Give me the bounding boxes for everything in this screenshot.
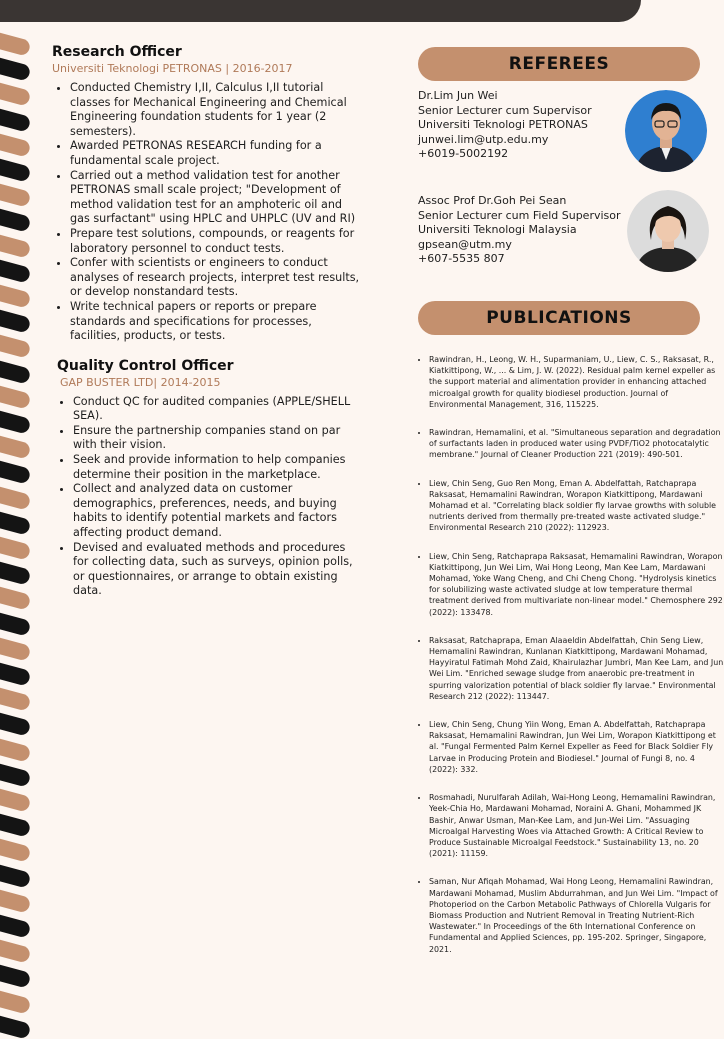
- publication-item: • Saman, Nur Afiqah Mohamad, Wai Hong Leong, Hemamalini Rawindran, Mardawani Mohamad, Muslim Abdurrahman, and Jun Wei Lim. "Impact of Photoperiod on the Carbon Metabolic Pathways of Chlorella Vulgaris for Biomass Production and Nutrient Removal in Treating Nutrient-Rich Wastewater." In Proceedings of the 6th International Conference on Fundamental and Applied Sciences, pp. 195-202. Springer, Singapore, 2021.: [429, 876, 724, 954]
- referees-heading: REFEREES: [418, 47, 700, 81]
- spiral-ring: [0, 989, 31, 1014]
- spiral-ring: [0, 863, 31, 888]
- top-banner: [0, 0, 641, 22]
- spiral-ring: [0, 183, 31, 208]
- spiral-ring: [0, 964, 31, 989]
- spiral-ring: [0, 82, 31, 107]
- spiral-ring: [0, 107, 31, 132]
- spiral-ring: [0, 57, 31, 82]
- referee-name: Assoc Prof Dr.Goh Pei Sean: [418, 194, 567, 207]
- spiral-ring: [0, 586, 31, 611]
- publications-list: [418, 354, 724, 972]
- publication-item: • Raksasat, Ratchaprapa, Eman Alaaeldin Abdelfattah, Chin Seng Liew, Hemamalini Rawindran, Kunlanan Kiatkittipong, Mardawani Mohamad, Hayyiratul Fatimah Mohd Zaid, Khairulazhar Jumbri, Man Kee Lam, and Jun Wei Lim. "Enriched sewage sludge from anaerobic pre-treatment in spurring valorization potential of black soldier fly larvae." Environmental Research 212 (2022): 113447.: [429, 635, 724, 702]
- duty-item: • Confer with scientists or engineers to conduct analyses of research projects, interpret test results, or develop nonstandard tests.: [70, 256, 362, 300]
- referee-institution: Universiti Teknologi Malaysia: [418, 223, 577, 237]
- spiral-ring: [0, 233, 31, 258]
- duty-item: • Devised and evaluated methods and procedures for collecting data, such as surveys, opinion polls, or questionnaires, or arrange to obtain existing data.: [73, 541, 362, 599]
- publication-item: • Liew, Chin Seng, Ratchaprapa Raksasat, Hemamalini Rawindran, Worapon Kiatkittipong, Jun Wei Lim, Wai Hong Leong, Man Kee Lam, Mardawani Mohamad, Yoke Wang Cheng, and Chi Cheng Chong. "Hydrolysis kinetics for solubilizing waste activated sludge at low temperature thermal treatment derived from multivariate non-linear model." Chemosphere 292 (2022): 133478.: [429, 551, 724, 618]
- referee-phone: +6019-5002192: [418, 147, 509, 161]
- spiral-ring: [0, 334, 31, 359]
- spiral-ring: [0, 384, 31, 409]
- spiral-ring: [0, 1014, 31, 1039]
- spiral-ring: [0, 535, 31, 560]
- referee-email: junwei.lim@utp.edu.my: [418, 132, 549, 146]
- notebook-spiral-binding: [0, 0, 34, 1024]
- spiral-ring: [0, 31, 31, 56]
- spiral-ring: [0, 485, 31, 510]
- spiral-ring: [0, 737, 31, 762]
- referee-photo-avatar: [627, 190, 709, 272]
- spiral-ring: [0, 409, 31, 434]
- job-organization: GAP BUSTER LTD| 2014-2015: [60, 375, 221, 389]
- duty-item: • Ensure the partnership companies stand on par with their vision.: [73, 424, 362, 453]
- spiral-ring: [0, 838, 31, 863]
- spiral-ring: [0, 611, 31, 636]
- spiral-ring: [0, 157, 31, 182]
- spiral-ring: [0, 712, 31, 737]
- job-duties-list: [52, 395, 362, 599]
- spiral-ring: [0, 888, 31, 913]
- duty-item: • Awarded PETRONAS RESEARCH funding for a fundamental scale project.: [70, 139, 362, 168]
- spiral-ring: [0, 787, 31, 812]
- spiral-ring: [0, 636, 31, 661]
- experience-section: [52, 44, 362, 599]
- referee-card: [418, 89, 592, 162]
- duty-item: • Collect and analyzed data on customer demographics, preferences, needs, and buying habits to identify potential markets and factors affecting product demand.: [73, 482, 362, 540]
- referee-card: [418, 194, 621, 267]
- spiral-ring: [0, 208, 31, 233]
- referee-position: Senior Lecturer cum Supervisor: [418, 103, 592, 117]
- duty-item: • Seek and provide information to help companies determine their position in the marketplace.: [73, 453, 362, 482]
- duty-item: • Prepare test solutions, compounds, or reagents for laboratory personnel to conduct tests.: [70, 227, 362, 256]
- job-duties-list: [52, 81, 362, 344]
- referee-name: Dr.Lim Jun Wei: [418, 89, 498, 102]
- spiral-ring: [0, 762, 31, 787]
- publication-item: • Liew, Chin Seng, Chung Yiin Wong, Eman A. Abdelfattah, Ratchaprapa Raksasat, Hemamalini Rawindran, Jun Wei Lim, Worapon Kiatkittipong et al. "Fungal Fermented Palm Kernel Expeller as Feed for Black Soldier Fly Larvae in Producing Protein and Biodiesel." Journal of Fungi 8, no. 4 (2022): 332.: [429, 719, 724, 775]
- spiral-ring: [0, 913, 31, 938]
- job-title: Research Officer: [52, 44, 182, 60]
- spiral-ring: [0, 435, 31, 460]
- job-entry-research-officer: [52, 44, 362, 344]
- referee-phone: +607-5535 807: [418, 252, 505, 266]
- publication-item: • Liew, Chin Seng, Guo Ren Mong, Eman A. Abdelfattah, Ratchaprapa Raksasat, Hemamalini Rawindran, Worapon Kiatkittipong, Mardawani Mohamad et al. "Correlating black soldier fly larvae growths with soluble nutrients derived from thermally pre-treated waste activated sludge." Environmental Research 210 (2022): 112923.: [429, 478, 724, 534]
- duty-item: • Conduct QC for audited companies (APPLE/SHELL SEA).: [73, 395, 362, 424]
- spiral-ring: [0, 359, 31, 384]
- spiral-ring: [0, 309, 31, 334]
- spiral-ring: [0, 460, 31, 485]
- spiral-ring: [0, 939, 31, 964]
- spiral-ring: [0, 132, 31, 157]
- spiral-ring: [0, 258, 31, 283]
- job-title: Quality Control Officer: [57, 357, 234, 374]
- spiral-ring: [0, 510, 31, 535]
- referee-position: Senior Lecturer cum Field Supervisor: [418, 208, 621, 222]
- referee-institution: Universiti Teknologi PETRONAS: [418, 118, 588, 132]
- spiral-ring: [0, 283, 31, 308]
- publications-heading: PUBLICATIONS: [418, 301, 700, 335]
- job-entry-quality-control-officer: [52, 358, 362, 599]
- referee-photo-avatar: [625, 90, 707, 172]
- spiral-ring: [0, 687, 31, 712]
- spiral-ring: [0, 661, 31, 686]
- duty-item: • Carried out a method validation test for another PETRONAS small scale project; "Development of method validation test for an amphoteric oil and gas surfactant" using HPLC and UHPLC (UV and RI): [70, 169, 362, 227]
- referee-email: gpsean@utm.my: [418, 237, 512, 251]
- duty-item: • Write technical papers or reports or prepare standards and specifications for processes, facilities, products, or tests.: [70, 300, 362, 344]
- publication-item: • Rosmahadi, Nurulfarah Adilah, Wai-Hong Leong, Hemamalini Rawindran, Yeek-Chia Ho, Mardawani Mohamad, Noraini A. Ghani, Mohammed JK Bashir, Anwar Usman, Man-Kee Lam, and Jun-Wei Lim. "Assuaging Microalgal Harvesting Woes via Attached Growth: A Critical Review to Produce Sustainable Microalgal Feedstock." Sustainability 13, no. 20 (2021): 11159.: [429, 792, 724, 859]
- publication-item: • Rawindran, Hemamalini, et al. "Simultaneous separation and degradation of surfactants laden in produced water using PVDF/TiO2 photocatalytic membrane." Journal of Cleaner Production 221 (2019): 490-501.: [429, 427, 724, 461]
- publication-item: • Rawindran, H., Leong, W. H., Suparmaniam, U., Liew, C. S., Raksasat, R., Kiatkittipong, W., ... & Lim, J. W. (2022). Residual palm kernel expeller as the support material and alimentation provider in enhancing attached microalgal growth for quality biodiesel production. Journal of Environmental Management, 316, 115225.: [429, 354, 724, 410]
- spiral-ring: [0, 561, 31, 586]
- spiral-ring: [0, 813, 31, 838]
- duty-item: • Conducted Chemistry I,II, Calculus I,II tutorial classes for Mechanical Engineering and Chemical Engineering foundation students for 1 year (2 semesters).: [70, 81, 362, 139]
- job-organization: Universiti Teknologi PETRONAS | 2016-2017: [52, 62, 293, 75]
